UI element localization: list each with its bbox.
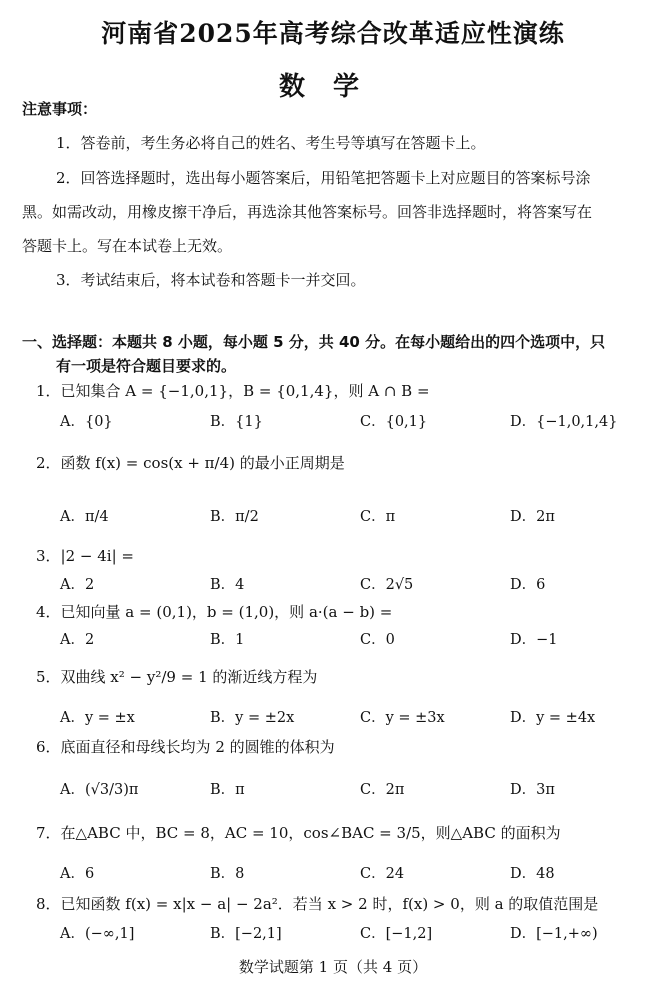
question-2-option-b: B．π/2 <box>210 509 259 525</box>
notice-line-5: 3．考试结束后，将本试卷和答题卡一并交回。 <box>56 271 366 289</box>
question-6-option-c: C．2π <box>360 782 405 798</box>
section-heading-cont: 有一项是符合题目要求的。 <box>56 357 237 375</box>
question-4-option-b: B．1 <box>210 632 245 648</box>
question-4-option-c: C．0 <box>360 632 395 648</box>
question-5-option-c: C．y = ±3x <box>360 710 445 726</box>
question-8-stem: 8．已知函数 f(x) = x|x − a| − 2a²．若当 x > 2 时，f(x) > 0，则 a 的取值范围是 <box>36 895 599 913</box>
question-3-stem: 3．|2 − 4i| = <box>36 547 134 565</box>
question-5-option-a: A．y = ±x <box>60 710 135 726</box>
question-2-option-d: D．2π <box>510 509 555 525</box>
question-1-option-b: B．{1} <box>210 414 263 430</box>
question-4-stem: 4．已知向量 a = (0,1)，b = (1,0)，则 a·(a − b) = <box>36 603 393 621</box>
question-1-option-c: C．{0,1} <box>360 414 428 430</box>
question-7-option-d: D．48 <box>510 866 555 882</box>
question-3-option-a: A．2 <box>60 577 95 593</box>
question-6-option-a: A．(√3/3)π <box>60 782 139 798</box>
question-8-option-b: B．[−2,1] <box>210 926 282 942</box>
question-8-option-d: D．[−1,+∞) <box>510 926 598 942</box>
question-7-option-c: C．24 <box>360 866 405 882</box>
question-3-option-d: D．6 <box>510 577 546 593</box>
section-heading: 一、选择题：本题共 8 小题，每小题 5 分，共 40 分。在每小题给出的四个选项中，只 <box>22 333 606 351</box>
page-footer: 数学试题第 1 页（共 4 页） <box>238 958 428 976</box>
question-7-option-b: B．8 <box>210 866 245 882</box>
question-2-option-c: C．π <box>360 509 396 525</box>
question-2-stem: 2．函数 f(x) = cos(x + π/4) 的最小正周期是 <box>36 454 345 472</box>
question-1-option-d: D．{−1,0,1,4} <box>510 414 618 430</box>
question-1-stem: 1．已知集合 A = {−1,0,1}，B = {0,1,4}，则 A ∩ B = <box>36 382 430 400</box>
question-2-option-a: A．π/4 <box>60 509 109 525</box>
question-4-option-a: A．2 <box>60 632 95 648</box>
question-8-option-c: C．[−1,2] <box>360 926 433 942</box>
question-6-option-b: B．π <box>210 782 245 798</box>
question-3-option-c: C．2√5 <box>360 577 414 593</box>
question-5-option-d: D．y = ±4x <box>510 710 596 726</box>
question-7-option-a: A．6 <box>60 866 95 882</box>
question-5-option-b: B．y = ±2x <box>210 710 295 726</box>
exam-title: 河南省2025年高考综合改革适应性演练 <box>101 19 565 48</box>
notice-line-4: 答题卡上。写在本试卷上无效。 <box>22 237 233 255</box>
notice-heading: 注意事项： <box>22 100 98 118</box>
notice-line-3: 黑。如需改动，用橡皮擦干净后，再选涂其他答案标号。回答非选择题时，将答案写在 <box>22 203 593 221</box>
question-6-option-d: D．3π <box>510 782 555 798</box>
notice-line-1: 1．答卷前，考生务必将自己的姓名、考生号等填写在答题卡上。 <box>56 134 486 152</box>
subject-title: 数学 <box>278 72 387 102</box>
question-6-stem: 6．底面直径和母线长均为 2 的圆锥的体积为 <box>36 738 335 756</box>
question-5-stem: 5．双曲线 x² − y²/9 = 1 的渐近线方程为 <box>36 668 318 686</box>
question-4-option-d: D．−1 <box>510 632 558 648</box>
question-3-option-b: B．4 <box>210 577 245 593</box>
question-8-option-a: A．(−∞,1] <box>60 926 135 942</box>
question-7-stem: 7．在△ABC 中，BC = 8，AC = 10，cos∠BAC = 3/5，则△ABC 的面积为 <box>36 824 561 842</box>
question-1-option-a: A．{0} <box>60 414 113 430</box>
notice-line-2: 2．回答选择题时，选出每小题答案后，用铅笔把答题卡上对应题目的答案标号涂 <box>56 169 591 187</box>
